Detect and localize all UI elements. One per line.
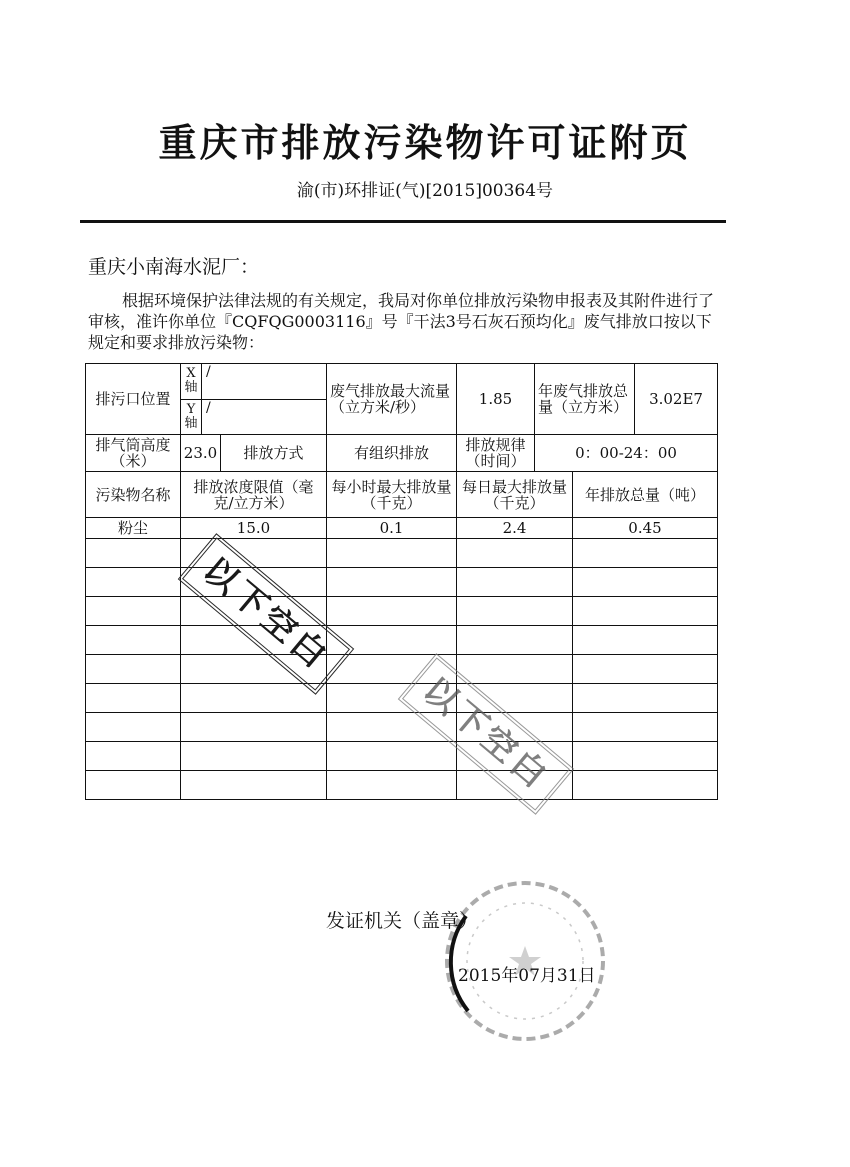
stack-height-value: 23.0 [181, 435, 221, 472]
table-row [86, 539, 718, 568]
table-row [86, 742, 718, 771]
y-axis-label: Y轴 [181, 400, 202, 435]
discharge-mode-label: 排放方式 [221, 435, 327, 472]
schedule-label: 排放规律（时间） [457, 435, 535, 472]
title-divider [80, 220, 726, 223]
column-header: 年排放总量（吨） [573, 472, 718, 518]
table-cell: 0.45 [573, 518, 718, 539]
table-cell: 0.1 [327, 518, 457, 539]
x-axis-value: / [206, 364, 211, 380]
column-header: 污染物名称 [86, 472, 181, 518]
table-header-row [86, 472, 718, 518]
issuing-authority: 发证机关（盖章） [326, 910, 479, 932]
table-row [86, 435, 718, 472]
table-row [86, 364, 718, 435]
stack-height-label: 排气筒高度（米） [86, 435, 181, 472]
table-row [86, 626, 718, 655]
blank-below-stamp: 以下空白 [178, 533, 354, 695]
table-row [86, 518, 718, 539]
page-title: 重庆市排放污染物许可证附页 [158, 121, 692, 165]
table-cell: 2.4 [457, 518, 573, 539]
blank-below-stamp-faded: 以下空白 [398, 653, 574, 815]
y-axis-value: / [206, 399, 211, 416]
annual-volume-label: 年废气排放总量（立方米） [535, 364, 635, 435]
max-flow-value: 1.85 [457, 364, 535, 435]
column-header: 排放浓度限值（毫克/立方米） [181, 472, 327, 518]
table-row [86, 597, 718, 626]
max-flow-label: 废气排放最大流量（立方米/秒） [327, 364, 457, 435]
table-row [86, 771, 718, 800]
discharge-mode-value: 有组织排放 [327, 435, 457, 472]
permit-paragraph [88, 290, 724, 353]
schedule-value: 0：00-24：00 [535, 435, 718, 472]
column-header: 每日最大排放量（千克） [457, 472, 573, 518]
permit-number: 渝(市)环排证(气)[2015]00364号 [296, 181, 554, 201]
table-row [86, 655, 718, 684]
x-axis-label: X轴 [181, 364, 202, 399]
table-cell: 粉尘 [86, 518, 181, 539]
annual-volume-value: 3.02E7 [635, 364, 718, 435]
table-row [86, 713, 718, 742]
addressee: 重庆小南海水泥厂： [88, 256, 260, 278]
table-cell: 15.0 [181, 518, 327, 539]
permit-paragraph-text: 根据环境保护法律法规的有关规定，我局对你单位排放污染物申报表及其附件进行了审核，准许你单位『CQFQG0003116』号『干法3号石灰石预均化』废气排放口按以下规定和要求排放污染物： [88, 291, 715, 352]
outlet-location-label: 排污口位置 [86, 364, 181, 435]
column-header: 每小时最大排放量（千克） [327, 472, 457, 518]
issue-date: 2015年07月31日 [458, 966, 596, 986]
outlet-axes [181, 364, 327, 435]
